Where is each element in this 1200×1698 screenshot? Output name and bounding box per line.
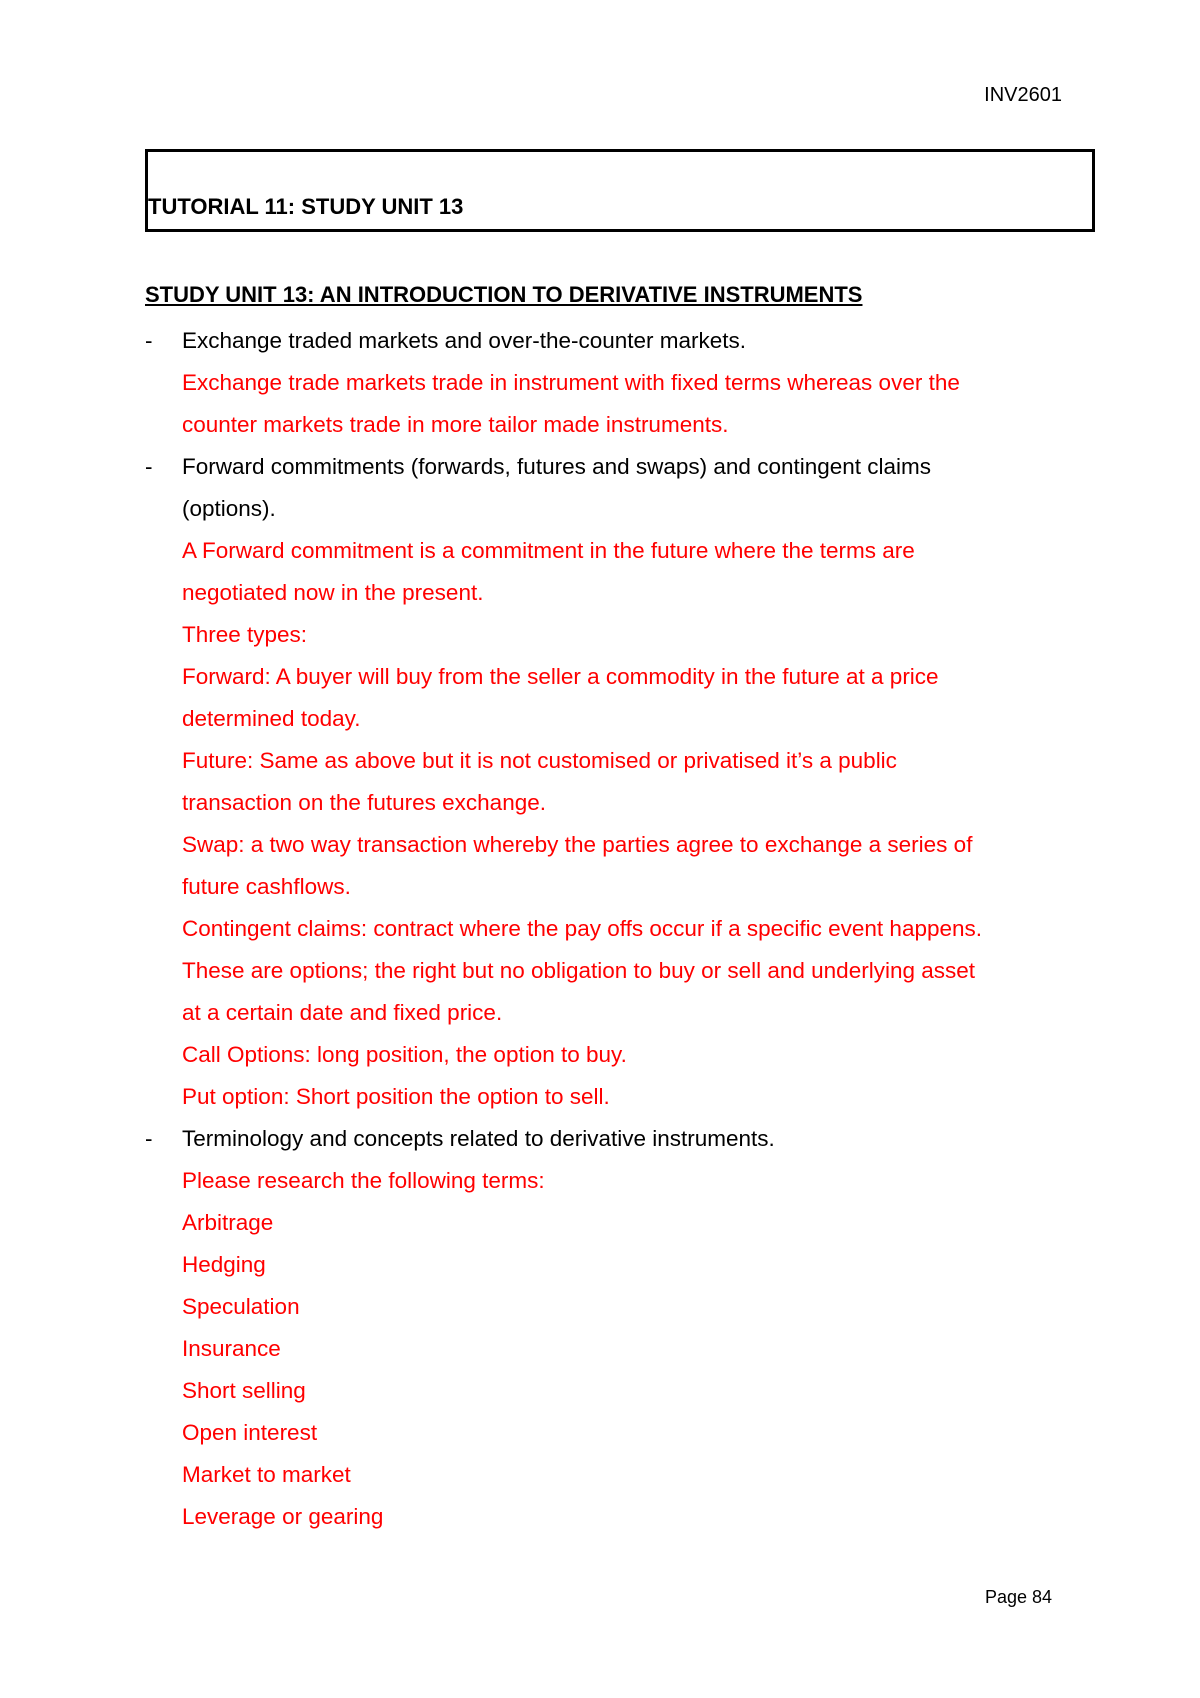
line-text: determined today.: [182, 706, 361, 731]
line-text: future cashflows.: [182, 874, 351, 899]
line-text: Three types:: [182, 622, 308, 647]
course-code: INV2601: [984, 84, 1062, 106]
answer-line: [145, 740, 1105, 782]
line-text: Future: Same as above but it is not customised or privatised it’s a public: [182, 748, 897, 773]
line-text: Put option: Short position the option to sell.: [182, 1084, 610, 1109]
bullet-item: [145, 1118, 1105, 1160]
answer-line: [145, 950, 1105, 992]
line-text: Exchange traded markets and over-the-counter markets.: [182, 328, 747, 353]
line-text: Please research the following terms:: [182, 1168, 545, 1193]
bullet-item: [145, 446, 1105, 488]
line-text: Leverage or gearing: [182, 1504, 384, 1529]
bullet-dash: -: [145, 328, 153, 353]
study-unit-heading: STUDY UNIT 13: AN INTRODUCTION TO DERIVATIVE INSTRUMENTS: [145, 282, 863, 307]
line-text: Speculation: [182, 1294, 300, 1319]
answer-line: [145, 1412, 1105, 1454]
answer-line: [145, 656, 1105, 698]
line-text: Forward: A buyer will buy from the seller a commodity in the future at a price: [182, 664, 939, 689]
line-text: (options).: [182, 496, 276, 521]
answer-line: [145, 1496, 1105, 1538]
title-box: [145, 149, 1095, 232]
line-text: These are options; the right but no obligation to buy or sell and underlying asset: [182, 958, 976, 983]
answer-line: [145, 1202, 1105, 1244]
answer-line: [145, 1160, 1105, 1202]
page-number: Page 84: [984, 1587, 1052, 1607]
line-text: Arbitrage: [182, 1210, 274, 1235]
answer-line: [145, 1370, 1105, 1412]
line-text: A Forward commitment is a commitment in the future where the terms are: [182, 538, 915, 563]
bullet-dash: -: [145, 1126, 153, 1151]
answer-line: [145, 908, 1105, 950]
line-text: transaction on the futures exchange.: [182, 790, 546, 815]
line-text: Hedging: [182, 1252, 266, 1277]
answer-line: [145, 362, 1105, 404]
tutorial-title: TUTORIAL 11: STUDY UNIT 13: [148, 194, 464, 219]
answer-line: [145, 1328, 1105, 1370]
answer-line: [145, 782, 1105, 824]
answer-line: [145, 1454, 1105, 1496]
line-text: Swap: a two way transaction whereby the parties agree to exchange a series of: [182, 832, 973, 857]
answer-line: [145, 992, 1105, 1034]
line-text: Insurance: [182, 1336, 281, 1361]
answer-line: [145, 866, 1105, 908]
bullet-item: [145, 320, 1105, 362]
line-text: at a certain date and fixed price.: [182, 1000, 503, 1025]
line-text: Short selling: [182, 1378, 306, 1403]
bullet-dash: -: [145, 454, 153, 479]
answer-line: [145, 824, 1105, 866]
line-text: Call Options: long position, the option to buy.: [182, 1042, 627, 1067]
line-text: Contingent claims: contract where the pay offs occur if a specific event happens.: [182, 916, 983, 941]
line-text: negotiated now in the present.: [182, 580, 484, 605]
line-text: Terminology and concepts related to derivative instruments.: [182, 1126, 775, 1151]
answer-line: [145, 1244, 1105, 1286]
answer-line: [145, 614, 1105, 656]
answer-line: [145, 572, 1105, 614]
answer-line: [145, 1034, 1105, 1076]
line-text: Forward commitments (forwards, futures and swaps) and contingent claims: [182, 454, 932, 479]
text-line: [145, 488, 1105, 530]
answer-line: [145, 404, 1105, 446]
line-text: Market to market: [182, 1462, 351, 1487]
content-body: [145, 320, 1105, 1538]
answer-line: [145, 1076, 1105, 1118]
line-text: counter markets trade in more tailor made instruments.: [182, 412, 729, 437]
line-text: Open interest: [182, 1420, 318, 1445]
answer-line: [145, 698, 1105, 740]
answer-line: [145, 1286, 1105, 1328]
answer-line: [145, 530, 1105, 572]
line-text: Exchange trade markets trade in instrument with fixed terms whereas over the: [182, 370, 960, 395]
